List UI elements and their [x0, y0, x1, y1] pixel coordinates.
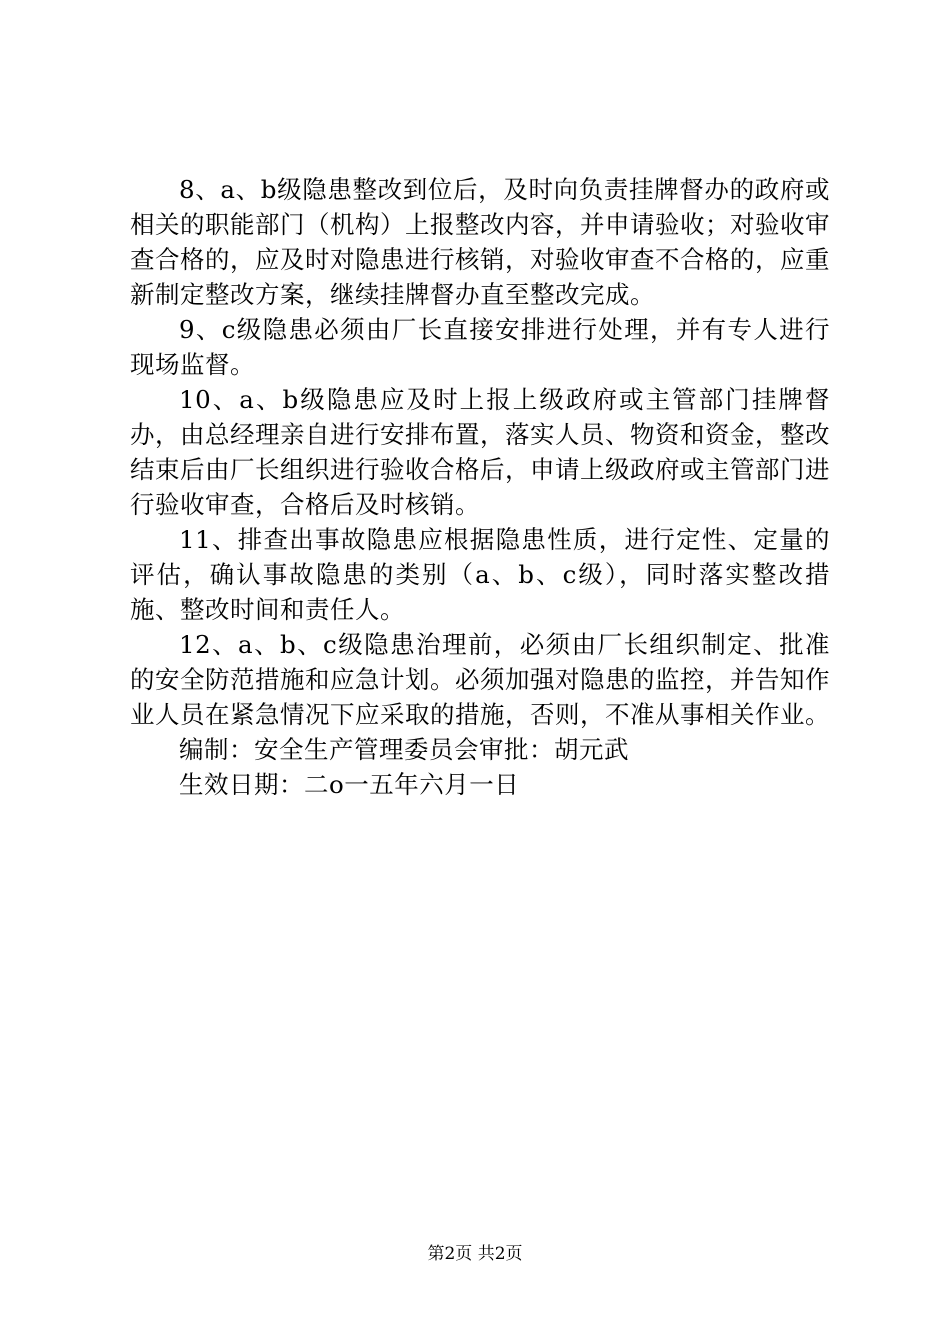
paragraph-item-11: 11、排查出事故隐患应根据隐患性质，进行定性、定量的评估，确认事故隐患的类别（a、b、c级），同时落实整改措施、整改时间和责任人。 [130, 525, 830, 624]
paragraph-item-9: 9、c级隐患必须由厂长直接安排进行处理，并有专人进行现场监督。 [130, 315, 830, 379]
effective-date: 生效日期：二o一五年六月一日 [179, 770, 520, 799]
paragraph-item-8: 8、a、b级隐患整改到位后，及时向负责挂牌督办的政府或相关的职能部门（机构）上报整改内容，并申请验收；对验收审查合格的，应及时对隐患进行核销，对验收审查不合格的，应重新制定整改方案，继续挂牌督办直至整改完成。 [130, 175, 830, 309]
paragraph-item-12: 12、a、b、c级隐患治理前，必须由厂长组织制定、批准的安全防范措施和应急计划。必须加强对隐患的监控，并告知作业人员在紧急情况下应采取的措施，否则，不准从事相关作业。 [130, 630, 830, 729]
page-number-footer: 第2页 共2页 [427, 1244, 523, 1264]
document-body [130, 172, 830, 802]
paragraph-item-10: 10、a、b级隐患应及时上报上级政府或主管部门挂牌督办，由总经理亲自进行安排布置，落实人员、物资和资金，整改结束后由厂长组织进行验收合格后，申请上级政府或主管部门进行验收审查，合格后及时核销。 [130, 385, 830, 519]
signature-line: 编制：安全生产管理委员会审批：胡元武 [179, 735, 629, 764]
